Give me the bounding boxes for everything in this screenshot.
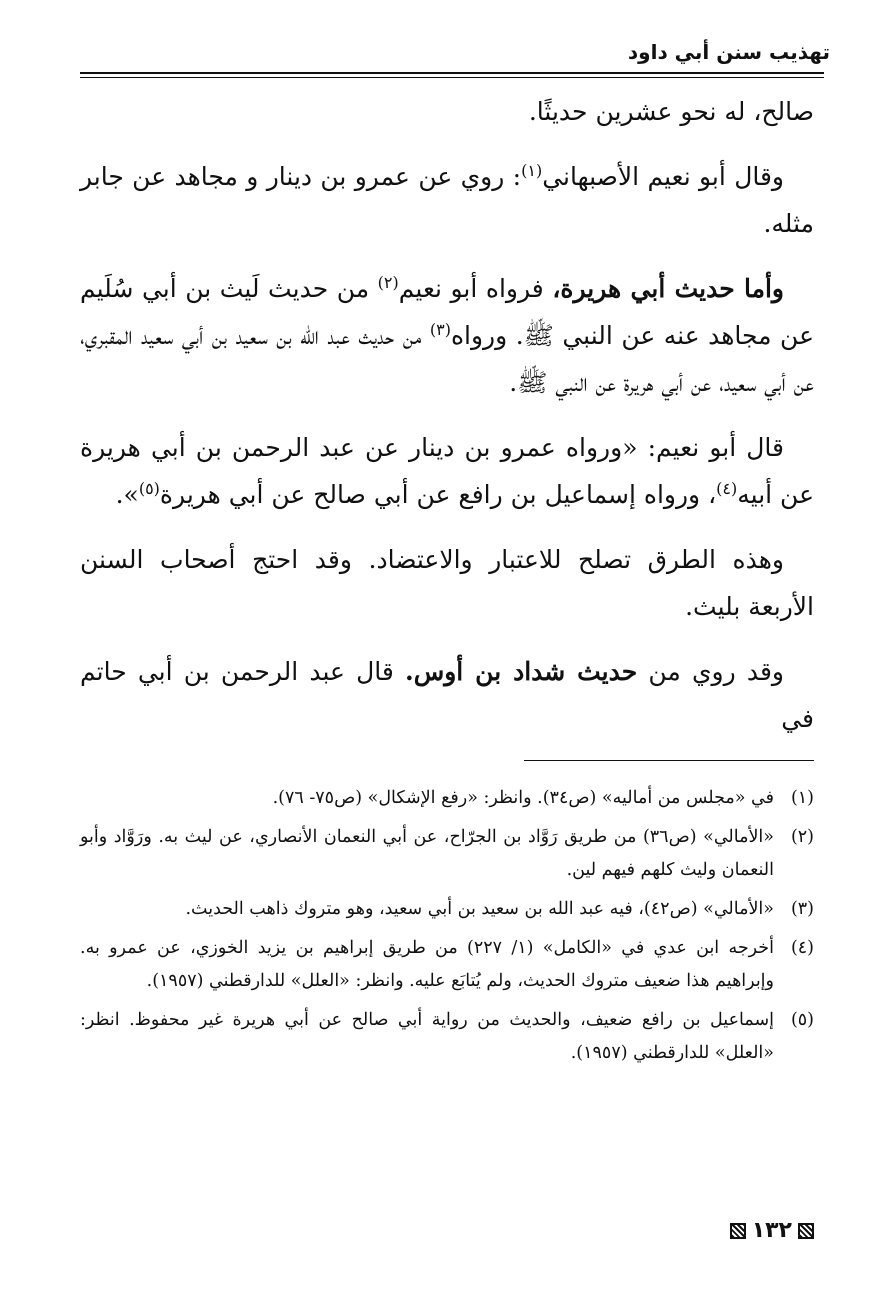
paragraph-6-bold: حديث شداد بن أوس. (405, 657, 638, 686)
paragraph-4-text-b: ، ورواه إسماعيل بن رافع عن أبي صالح عن أبي هريرة (159, 480, 717, 509)
footnote-separator (524, 760, 814, 761)
paragraph-6 (80, 648, 814, 742)
header-rule-thin (80, 77, 824, 78)
footnote-4 (80, 932, 814, 998)
footnote-ref-2[interactable]: (٢) (377, 273, 399, 292)
paragraph-4 (80, 424, 814, 518)
footnote-ref-3[interactable]: (٣) (429, 320, 451, 339)
footnote-number: (٣) (790, 899, 814, 919)
footnote-text: إسماعيل بن رافع ضعيف، والحديث من رواية أبي صالح عن أبي هريرة غير محفوظ. انظر: «العلل» للدارقطني (١٩٥٧). (80, 1010, 774, 1063)
paragraph-4-text-a: قال أبو نعيم: «ورواه عمرو بن دينار عن عبد الرحمن بن أبي هريرة عن أبيه (80, 433, 814, 509)
footnote-1 (80, 782, 814, 815)
footnote-text: أخرجه ابن عدي في «الكامل» (١/ ٢٢٧) من طريق إبراهيم بن يزيد الخوزي، عن عمرو به. وإبراهيم هذا ضعيف متروك الحديث، ولم يُتابَع عليه. وانظر: «العلل» للدارقطني (١٩٥٧). (80, 938, 774, 991)
footnote-ref-5[interactable]: (٥) (138, 479, 160, 498)
footnotes (80, 782, 814, 1076)
footnote-number: (٥) (790, 1010, 814, 1030)
footnote-5 (80, 1004, 814, 1070)
paragraph-6-text-a: وقد روي من (637, 657, 785, 686)
running-header: تهذيب سنن أبي داود (627, 40, 830, 64)
footnote-text: في «مجلس من أماليه» (ص٣٤). وانظر: «رفع الإشكال» (ص٧٥- ٧٦). (272, 788, 774, 808)
page-footer (730, 1218, 814, 1243)
footnote-number: (١) (790, 788, 814, 808)
footnote-ref-1[interactable]: (١) (521, 161, 543, 180)
main-text (80, 88, 814, 760)
paragraph-6-text-b: قال عبد الرحمن بن أبي حاتم في (80, 657, 814, 733)
paragraph-3-text-a: فرواه أبو نعيم (398, 274, 553, 303)
paragraph-5 (80, 536, 814, 630)
paragraph-3 (80, 265, 814, 406)
paragraph-1 (80, 88, 814, 135)
paragraph-3-text-c: من حديث عبد الله بن سعيد بن أبي سعيد المقبري، عن أبي سعيد، عن أبي هريرة عن النبي ﷺ. (80, 321, 814, 397)
footnote-3 (80, 893, 814, 926)
paragraph-3-bold: وأما حديث أبي هريرة، (552, 274, 784, 303)
footnote-2 (80, 821, 814, 887)
footnote-number: (٢) (790, 827, 814, 847)
paragraph-2-text-b: : روي عن عمرو بن دينار و مجاهد عن جابر مثله. (80, 162, 814, 238)
paragraph-1-text: صالح، له نحو عشرين حديثًا. (528, 97, 814, 126)
ornament-icon (798, 1223, 814, 1239)
footnote-number: (٤) (790, 938, 814, 958)
footnote-text: «الأمالي» (ص٤٢)، فيه عبد الله بن سعيد بن أبي سعيد، وهو متروك ذاهب الحديث. (185, 899, 774, 919)
footnote-text: «الأمالي» (ص٣٦) من طريق رَوَّاد بن الجرّاح، عن أبي النعمان الأنصاري، عن ليث به. ورَوَّاد وأبو النعمان وليث كلهم فيهم لين. (80, 827, 774, 880)
page-number: ١٣٢ (751, 1218, 792, 1243)
paragraph-2 (80, 153, 814, 247)
paragraph-2-text-a: وقال أبو نعيم الأصبهاني (542, 162, 784, 191)
paragraph-3-text-b: من حديث لَيث بن أبي سُلَيم عن مجاهد عنه عن النبي ﷺ. ورواه (80, 274, 815, 350)
paragraph-5-text: وهذه الطرق تصلح للاعتبار والاعتضاد. وقد احتج أصحاب السنن الأربعة بليث. (80, 545, 814, 621)
paragraph-4-text-c: ». (115, 480, 139, 509)
ornament-icon (730, 1223, 746, 1239)
header-rule-thick (80, 72, 824, 74)
footnote-ref-4[interactable]: (٤) (716, 479, 738, 498)
